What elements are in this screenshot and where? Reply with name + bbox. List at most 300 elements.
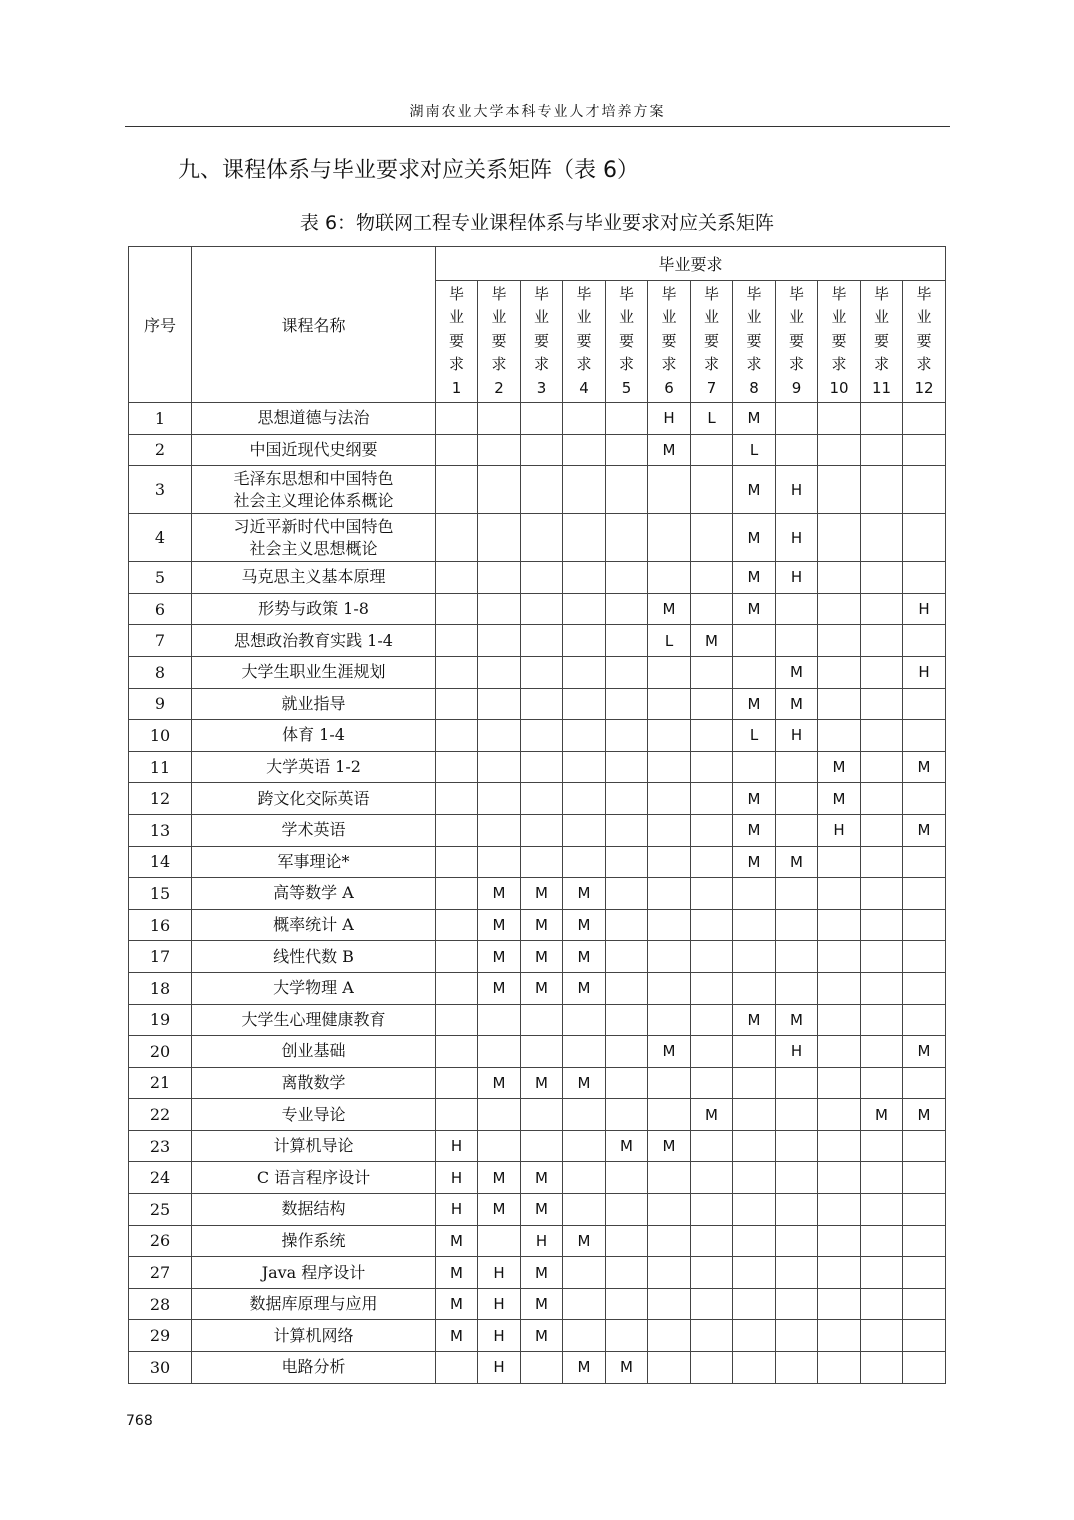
table-row xyxy=(129,403,946,435)
requirement-cell-7 xyxy=(691,593,733,625)
requirement-cell-6: M xyxy=(648,1036,691,1068)
requirement-cell-7 xyxy=(691,1225,733,1257)
row-number: 27 xyxy=(129,1257,192,1289)
table-row xyxy=(129,783,946,815)
requirement-cell-11 xyxy=(861,1320,903,1352)
row-number: 8 xyxy=(129,656,192,688)
course-name xyxy=(192,562,436,594)
requirement-cell-3: M xyxy=(521,909,563,941)
requirement-cell-1 xyxy=(436,688,478,720)
requirement-cell-3 xyxy=(521,593,563,625)
table-row xyxy=(129,972,946,1004)
course-name-line: 操作系统 xyxy=(281,1230,346,1250)
requirement-cell-2 xyxy=(478,1099,521,1131)
requirement-cell-6: H xyxy=(648,403,691,435)
requirement-cell-7 xyxy=(691,1352,733,1384)
requirement-cell-2: M xyxy=(478,909,521,941)
requirement-cell-2 xyxy=(478,688,521,720)
table-row xyxy=(129,466,946,514)
requirement-header-11 xyxy=(861,281,903,403)
requirement-cell-10: H xyxy=(818,814,861,846)
requirement-cell-7 xyxy=(691,909,733,941)
requirement-cell-11 xyxy=(861,909,903,941)
requirement-cell-12 xyxy=(903,878,946,910)
course-name xyxy=(192,1036,436,1068)
requirement-header-number: 5 xyxy=(621,378,632,397)
requirement-header-char: 要 xyxy=(576,331,592,350)
table-row xyxy=(129,941,946,973)
requirement-cell-9: M xyxy=(776,688,818,720)
requirement-cell-10 xyxy=(818,972,861,1004)
requirement-cell-5 xyxy=(606,514,648,562)
table-row xyxy=(129,1225,946,1257)
requirement-cell-4 xyxy=(563,1257,606,1289)
requirement-cell-1 xyxy=(436,403,478,435)
requirement-cell-8 xyxy=(733,1067,776,1099)
course-name-line: 形势与政策 1-8 xyxy=(258,599,369,619)
requirement-cell-9 xyxy=(776,1130,818,1162)
requirement-cell-11: M xyxy=(861,1099,903,1131)
course-name-line: Java 程序设计 xyxy=(261,1262,366,1282)
requirement-cell-12: H xyxy=(903,656,946,688)
table-row xyxy=(129,434,946,466)
requirement-cell-9 xyxy=(776,751,818,783)
row-number: 20 xyxy=(129,1036,192,1068)
row-number: 7 xyxy=(129,625,192,657)
column-header-no: 序号 xyxy=(129,247,192,403)
requirement-cell-9 xyxy=(776,1067,818,1099)
requirement-header-char: 业 xyxy=(618,308,634,327)
course-name xyxy=(192,688,436,720)
table-row xyxy=(129,1194,946,1226)
requirement-cell-6 xyxy=(648,1352,691,1384)
course-name-line: 离散数学 xyxy=(281,1072,346,1092)
requirement-cell-6: M xyxy=(648,1130,691,1162)
requirement-cell-4 xyxy=(563,751,606,783)
requirement-cell-4 xyxy=(563,814,606,846)
row-number: 10 xyxy=(129,720,192,752)
requirement-cell-3: M xyxy=(521,941,563,973)
requirement-header-7 xyxy=(691,281,733,403)
requirement-cell-8: M xyxy=(733,403,776,435)
page-number: 768 xyxy=(126,1413,153,1429)
course-name-line: 中国近现代史纲要 xyxy=(249,439,378,459)
course-name-line: 数据结构 xyxy=(281,1199,346,1219)
requirement-cell-10 xyxy=(818,403,861,435)
requirement-cell-7 xyxy=(691,1004,733,1036)
requirement-cell-8 xyxy=(733,909,776,941)
requirement-cell-9 xyxy=(776,814,818,846)
requirement-cell-3: M xyxy=(521,1067,563,1099)
requirement-cell-7 xyxy=(691,878,733,910)
requirement-header-char: 求 xyxy=(533,355,549,374)
requirement-header-char: 业 xyxy=(491,308,507,327)
requirement-cell-1 xyxy=(436,814,478,846)
requirement-cell-3 xyxy=(521,514,563,562)
course-name-line: C 语言程序设计 xyxy=(256,1167,371,1187)
requirement-cell-9 xyxy=(776,941,818,973)
requirement-header-9 xyxy=(776,281,818,403)
row-number: 15 xyxy=(129,878,192,910)
course-name xyxy=(192,1099,436,1131)
requirement-cell-8 xyxy=(733,1036,776,1068)
requirements-matrix-table xyxy=(128,246,946,1384)
requirement-cell-8: M xyxy=(733,846,776,878)
requirement-cell-12 xyxy=(903,625,946,657)
requirement-cell-11 xyxy=(861,720,903,752)
course-name xyxy=(192,1288,436,1320)
requirement-header-char: 求 xyxy=(873,355,889,374)
row-number: 11 xyxy=(129,751,192,783)
requirement-cell-7 xyxy=(691,783,733,815)
requirement-cell-12 xyxy=(903,688,946,720)
requirement-header-char: 求 xyxy=(831,355,847,374)
requirement-cell-2: H xyxy=(478,1352,521,1384)
requirement-cell-7 xyxy=(691,466,733,514)
requirement-cell-1 xyxy=(436,1004,478,1036)
requirement-cell-6: M xyxy=(648,593,691,625)
requirement-cell-11 xyxy=(861,656,903,688)
requirement-cell-7 xyxy=(691,1130,733,1162)
requirement-cell-11 xyxy=(861,514,903,562)
course-name xyxy=(192,1320,436,1352)
requirement-cell-3: M xyxy=(521,972,563,1004)
requirement-header-char: 毕 xyxy=(916,284,932,303)
requirement-cell-4 xyxy=(563,720,606,752)
requirement-cell-9 xyxy=(776,783,818,815)
requirement-cell-9 xyxy=(776,1257,818,1289)
requirement-cell-8: M xyxy=(733,466,776,514)
course-name xyxy=(192,1162,436,1194)
requirement-cell-5 xyxy=(606,403,648,435)
requirement-cell-2 xyxy=(478,434,521,466)
requirement-cell-11 xyxy=(861,1036,903,1068)
course-name-line: 线性代数 B xyxy=(273,946,354,966)
requirement-cell-10 xyxy=(818,514,861,562)
requirement-cell-12 xyxy=(903,403,946,435)
row-number: 29 xyxy=(129,1320,192,1352)
row-number: 3 xyxy=(129,466,192,514)
requirement-cell-4 xyxy=(563,1130,606,1162)
requirement-cell-9 xyxy=(776,909,818,941)
requirement-cell-12 xyxy=(903,1130,946,1162)
requirement-cell-9 xyxy=(776,878,818,910)
requirement-header-char: 求 xyxy=(448,355,464,374)
requirement-header-char: 业 xyxy=(788,308,804,327)
requirement-cell-3: H xyxy=(521,1225,563,1257)
requirement-cell-8 xyxy=(733,972,776,1004)
requirement-cell-6 xyxy=(648,814,691,846)
requirement-cell-10: M xyxy=(818,783,861,815)
requirement-cell-2 xyxy=(478,1225,521,1257)
requirement-cell-12 xyxy=(903,1288,946,1320)
requirement-cell-12 xyxy=(903,1162,946,1194)
table-row xyxy=(129,846,946,878)
requirement-cell-10 xyxy=(818,878,861,910)
requirement-cell-5 xyxy=(606,656,648,688)
requirement-cell-2 xyxy=(478,1004,521,1036)
row-number: 21 xyxy=(129,1067,192,1099)
requirement-cell-1 xyxy=(436,972,478,1004)
requirement-cell-11 xyxy=(861,751,903,783)
requirement-header-number: 11 xyxy=(871,378,892,397)
requirement-cell-12: H xyxy=(903,593,946,625)
requirement-header-char: 要 xyxy=(661,331,677,350)
course-name xyxy=(192,625,436,657)
course-name-line: 习近平新时代中国特色 xyxy=(233,516,394,536)
requirement-cell-7: M xyxy=(691,625,733,657)
course-name-line: 体育 1-4 xyxy=(282,725,345,745)
course-name xyxy=(192,1004,436,1036)
row-number: 16 xyxy=(129,909,192,941)
course-name xyxy=(192,941,436,973)
requirement-cell-2 xyxy=(478,403,521,435)
requirement-cell-6 xyxy=(648,751,691,783)
requirement-cell-7 xyxy=(691,656,733,688)
requirement-cell-11 xyxy=(861,1194,903,1226)
requirement-cell-6 xyxy=(648,909,691,941)
row-number: 13 xyxy=(129,814,192,846)
requirement-cell-9: H xyxy=(776,562,818,594)
row-number: 2 xyxy=(129,434,192,466)
requirement-cell-2 xyxy=(478,514,521,562)
requirement-header-number: 7 xyxy=(706,378,717,397)
requirement-cell-12: M xyxy=(903,1099,946,1131)
requirement-cell-2 xyxy=(478,720,521,752)
requirement-cell-7: L xyxy=(691,403,733,435)
requirement-cell-8: M xyxy=(733,514,776,562)
requirement-header-char: 要 xyxy=(831,331,847,350)
requirement-cell-7 xyxy=(691,434,733,466)
course-name-line: 计算机网络 xyxy=(273,1325,354,1345)
requirement-cell-6: L xyxy=(648,625,691,657)
requirement-cell-4 xyxy=(563,625,606,657)
requirement-cell-8: M xyxy=(733,593,776,625)
requirement-cell-11 xyxy=(861,1004,903,1036)
course-name-line: 创业基础 xyxy=(281,1041,346,1061)
course-name-line: 专业导论 xyxy=(281,1104,346,1124)
requirement-header-char: 要 xyxy=(533,331,549,350)
requirement-cell-3 xyxy=(521,562,563,594)
requirement-cell-1: H xyxy=(436,1194,478,1226)
requirement-header-char: 求 xyxy=(746,355,762,374)
requirement-cell-12 xyxy=(903,1067,946,1099)
requirement-cell-11 xyxy=(861,403,903,435)
requirement-cell-3 xyxy=(521,1352,563,1384)
requirement-cell-5 xyxy=(606,1004,648,1036)
requirement-cell-4 xyxy=(563,1320,606,1352)
requirement-cell-11 xyxy=(861,878,903,910)
requirement-cell-1 xyxy=(436,434,478,466)
course-name xyxy=(192,909,436,941)
requirement-cell-4 xyxy=(563,1099,606,1131)
requirement-cell-2 xyxy=(478,783,521,815)
requirement-header-char: 毕 xyxy=(873,284,889,303)
table-row xyxy=(129,656,946,688)
requirement-cell-10 xyxy=(818,1194,861,1226)
requirement-cell-6: M xyxy=(648,434,691,466)
course-name-line: 学术英语 xyxy=(281,820,346,840)
requirement-cell-4 xyxy=(563,1162,606,1194)
requirement-cell-12 xyxy=(903,846,946,878)
requirement-cell-1 xyxy=(436,941,478,973)
course-name xyxy=(192,403,436,435)
course-name-line: 军事理论* xyxy=(277,851,350,871)
requirement-cell-10 xyxy=(818,846,861,878)
requirement-header-2 xyxy=(478,281,521,403)
requirement-cell-7 xyxy=(691,1067,733,1099)
requirement-cell-4 xyxy=(563,466,606,514)
requirement-cell-11 xyxy=(861,846,903,878)
requirement-cell-6 xyxy=(648,514,691,562)
requirement-cell-6 xyxy=(648,846,691,878)
requirement-cell-5 xyxy=(606,941,648,973)
requirement-cell-8 xyxy=(733,1257,776,1289)
table-row xyxy=(129,514,946,562)
requirement-cell-6 xyxy=(648,1320,691,1352)
course-name-line: 高等数学 A xyxy=(273,883,354,903)
requirement-cell-3 xyxy=(521,466,563,514)
requirement-cell-12 xyxy=(903,783,946,815)
requirement-cell-7 xyxy=(691,562,733,594)
course-name xyxy=(192,593,436,625)
requirement-cell-7 xyxy=(691,1320,733,1352)
requirement-header-12 xyxy=(903,281,946,403)
requirement-cell-4 xyxy=(563,783,606,815)
row-number: 12 xyxy=(129,783,192,815)
requirement-cell-1 xyxy=(436,783,478,815)
row-number: 28 xyxy=(129,1288,192,1320)
row-number: 5 xyxy=(129,562,192,594)
requirement-cell-9: M xyxy=(776,656,818,688)
requirement-header-char: 毕 xyxy=(533,284,549,303)
requirement-cell-9 xyxy=(776,625,818,657)
requirement-cell-3 xyxy=(521,846,563,878)
table-row xyxy=(129,909,946,941)
requirement-cell-10 xyxy=(818,1288,861,1320)
requirement-header-char: 业 xyxy=(533,308,549,327)
course-name-line: 大学生心理健康教育 xyxy=(241,1009,386,1029)
requirement-cell-2 xyxy=(478,593,521,625)
requirement-cell-10 xyxy=(818,1320,861,1352)
requirement-cell-7 xyxy=(691,846,733,878)
course-name xyxy=(192,751,436,783)
requirement-cell-8 xyxy=(733,878,776,910)
requirement-cell-8 xyxy=(733,1130,776,1162)
requirement-cell-1 xyxy=(436,1099,478,1131)
table-row xyxy=(129,593,946,625)
requirement-cell-5 xyxy=(606,1162,648,1194)
table-row xyxy=(129,1288,946,1320)
requirement-cell-5 xyxy=(606,720,648,752)
requirement-cell-8: M xyxy=(733,1004,776,1036)
requirement-cell-11 xyxy=(861,1225,903,1257)
requirement-cell-6 xyxy=(648,562,691,594)
course-name-line: 社会主义思想概论 xyxy=(249,538,378,558)
requirement-cell-11 xyxy=(861,783,903,815)
requirement-cell-4 xyxy=(563,688,606,720)
requirement-cell-4 xyxy=(563,1004,606,1036)
course-name xyxy=(192,783,436,815)
requirement-header-char: 要 xyxy=(746,331,762,350)
requirement-cell-1 xyxy=(436,846,478,878)
requirement-cell-4 xyxy=(563,562,606,594)
requirement-cell-8 xyxy=(733,1099,776,1131)
requirement-cell-1 xyxy=(436,562,478,594)
requirement-cell-5 xyxy=(606,751,648,783)
requirement-header-char: 毕 xyxy=(661,284,677,303)
course-name-line: 思想政治教育实践 1-4 xyxy=(234,630,393,650)
requirement-cell-7 xyxy=(691,1036,733,1068)
row-number: 22 xyxy=(129,1099,192,1131)
requirement-cell-1: H xyxy=(436,1130,478,1162)
requirement-cell-9: H xyxy=(776,514,818,562)
requirement-cell-12 xyxy=(903,514,946,562)
course-name xyxy=(192,514,436,562)
requirement-cell-10 xyxy=(818,1352,861,1384)
requirement-header-char: 毕 xyxy=(576,284,592,303)
requirement-cell-10 xyxy=(818,1225,861,1257)
requirement-cell-6 xyxy=(648,1004,691,1036)
requirement-cell-7 xyxy=(691,720,733,752)
requirement-header-3 xyxy=(521,281,563,403)
requirement-cell-6 xyxy=(648,720,691,752)
requirement-cell-12 xyxy=(903,972,946,1004)
requirement-cell-2: H xyxy=(478,1257,521,1289)
requirement-cell-10 xyxy=(818,1067,861,1099)
requirement-cell-10 xyxy=(818,1162,861,1194)
requirement-cell-10 xyxy=(818,656,861,688)
table-row xyxy=(129,1099,946,1131)
course-name xyxy=(192,1194,436,1226)
requirement-cell-12 xyxy=(903,562,946,594)
requirement-cell-5 xyxy=(606,1067,648,1099)
requirement-cell-4: M xyxy=(563,909,606,941)
requirement-cell-1: M xyxy=(436,1257,478,1289)
requirement-cell-9: H xyxy=(776,720,818,752)
requirement-cell-2: M xyxy=(478,941,521,973)
requirement-header-8 xyxy=(733,281,776,403)
requirement-header-number: 9 xyxy=(791,378,802,397)
course-name xyxy=(192,1257,436,1289)
requirement-cell-4 xyxy=(563,846,606,878)
course-name-line: 电路分析 xyxy=(281,1357,346,1377)
requirement-cell-7 xyxy=(691,972,733,1004)
requirement-cell-4 xyxy=(563,1288,606,1320)
table-row xyxy=(129,720,946,752)
requirement-cell-11 xyxy=(861,593,903,625)
requirement-cell-2 xyxy=(478,466,521,514)
requirement-cell-8 xyxy=(733,1352,776,1384)
requirement-cell-2 xyxy=(478,1130,521,1162)
requirement-header-10 xyxy=(818,281,861,403)
table-row xyxy=(129,1004,946,1036)
requirement-cell-9: M xyxy=(776,846,818,878)
requirement-cell-9: H xyxy=(776,1036,818,1068)
requirement-cell-1: M xyxy=(436,1225,478,1257)
course-name-line: 大学英语 1-2 xyxy=(266,757,361,777)
requirement-cell-11 xyxy=(861,1288,903,1320)
requirement-cell-11 xyxy=(861,1067,903,1099)
requirement-cell-11 xyxy=(861,1130,903,1162)
column-header-course: 课程名称 xyxy=(192,247,436,403)
row-number: 17 xyxy=(129,941,192,973)
course-name-line: 计算机导论 xyxy=(273,1136,354,1156)
requirement-cell-6 xyxy=(648,656,691,688)
requirement-cell-3 xyxy=(521,751,563,783)
requirement-cell-8: M xyxy=(733,562,776,594)
requirement-cell-5 xyxy=(606,972,648,1004)
